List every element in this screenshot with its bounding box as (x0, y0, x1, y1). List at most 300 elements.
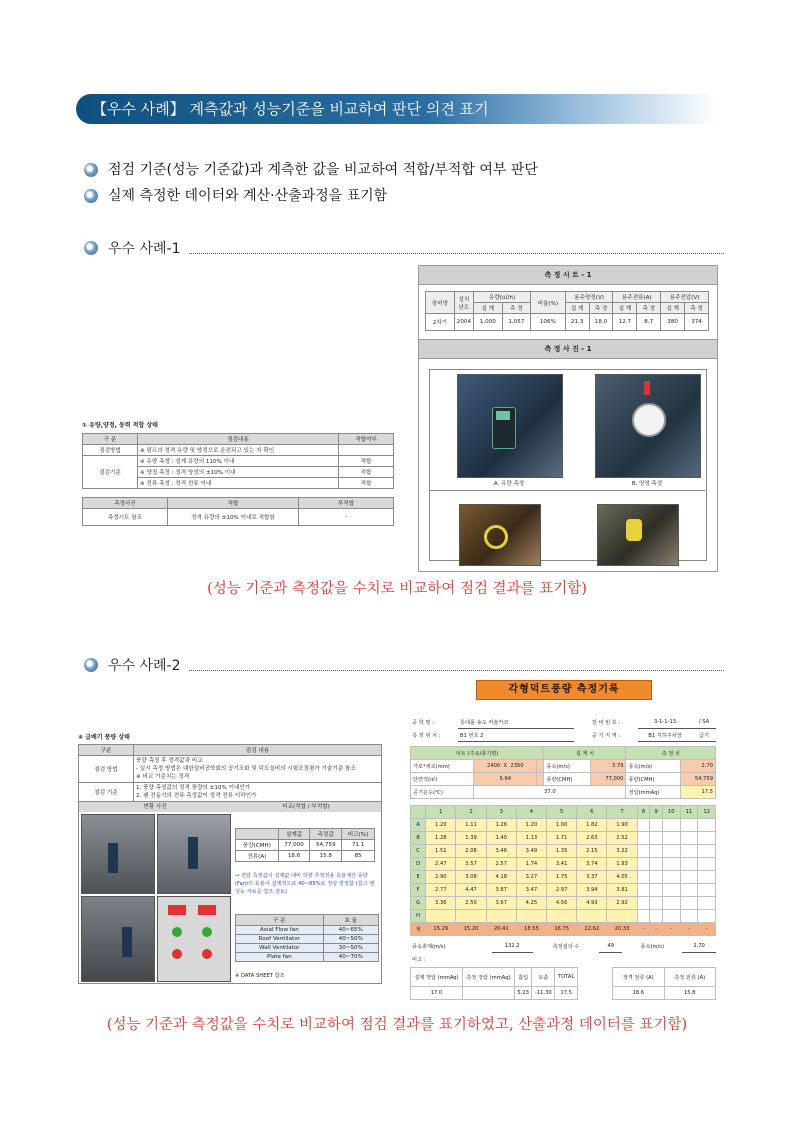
grid-cell (680, 832, 698, 845)
grid-cell: 1.28 (426, 832, 456, 845)
grid-cell: 16.75 (547, 923, 577, 936)
grid-row (411, 910, 716, 923)
control-panel-photo (157, 896, 231, 982)
sub-header: 설 계 (474, 303, 503, 314)
col-header: 용주전류(A) (613, 292, 661, 303)
grid-cell: 1.93 (607, 858, 637, 871)
grid-cell (456, 910, 486, 923)
grid-cell: 4.93 (577, 897, 607, 910)
grid-col-header: 6 (577, 806, 607, 819)
col-header: 용주양정(V) (565, 292, 613, 303)
grid-cell: 3.27 (516, 871, 546, 884)
grid-col-header: 4 (516, 806, 546, 819)
bullet-icon (84, 241, 98, 255)
value: 2.70 (682, 940, 716, 953)
col-header (236, 829, 279, 840)
grid-cell (637, 819, 650, 832)
cell: Axial Flow fan (236, 926, 324, 935)
grid-cell: 3.67 (486, 897, 516, 910)
cell: 17.0 (411, 987, 463, 1000)
grid-cell (698, 910, 716, 923)
grid-cell: 20.41 (486, 923, 516, 936)
checklist-title: ④ 급배기 풍량 상태 (78, 734, 130, 741)
cell: 40~65% (323, 926, 378, 935)
caption-case2: (성능 기준과 측정값을 수치로 비교하여 점검 결과를 표기하였고, 산출과정 데이터를 표기함) (106, 1017, 688, 1033)
value: 롯데몰 송도 커슐카코 (458, 716, 574, 729)
grid-cell (698, 845, 716, 858)
grid-cell: 2.92 (607, 897, 637, 910)
grid-row (411, 858, 716, 871)
cell: 380 (661, 314, 685, 331)
grid-col-header: 2 (456, 806, 486, 819)
grid-cell (680, 858, 698, 871)
cell: 21.3 (565, 314, 589, 331)
grid-cell: 3.74 (577, 858, 607, 871)
col-header: 설계값 (278, 829, 310, 840)
col-header: 비고(%) (342, 829, 375, 840)
grid-cell: 2.63 (577, 832, 607, 845)
section-header: 설 계 치 (544, 747, 626, 760)
cell: 374 (685, 314, 709, 331)
col-header: 구분 (79, 745, 134, 756)
grid-cell: 20.33 (607, 923, 637, 936)
grid-cell (637, 871, 650, 884)
section-header: 덕트 (주요/풍기편) (411, 747, 544, 760)
cell: 77,000 (278, 840, 310, 851)
label: 공기온도(℃) (411, 786, 474, 799)
cell: 18.6 (278, 851, 310, 862)
bullet-text: 점검 기준(성능 기준값)과 계측한 값을 비교하여 적합/부적합 여부 판단 (108, 162, 538, 178)
grid-cell (637, 910, 650, 923)
grid-cell: 3.94 (577, 884, 607, 897)
label: 풍량(CMH) (626, 773, 680, 786)
duct-summary-table (410, 746, 716, 799)
grid-col-header: 5 (547, 806, 577, 819)
judgement-note: → 전압 측정값이 설계값 대비 하향 추정적용 효율계산 풍량(Fan)의 효율이 설계적으로 40~85%로 정상 결정함 (참고 팬 성능 자료를 참조 검토) (235, 873, 375, 895)
sub-header: 측 정 (685, 303, 709, 314)
cell: 18.0 (589, 314, 613, 331)
value: B1 번호 2 (458, 729, 574, 742)
grid-cell (486, 910, 516, 923)
result-table (82, 497, 394, 526)
cell: Plate fan (236, 953, 324, 962)
grid-col-header: 8 (637, 806, 650, 819)
fan-note: ※ DATA SHEET 참조 (235, 973, 285, 979)
grid-cell: 3.87 (486, 884, 516, 897)
bullet-text: 실제 측정한 데이터와 계산·산출과정을 표기함 (108, 188, 388, 204)
cell: Wall Ventilator (236, 944, 324, 953)
times-sign: X (503, 763, 508, 769)
label: 풍속(m/s) (626, 760, 680, 773)
sub-header: 설 계 (661, 303, 685, 314)
grid-cell (637, 832, 650, 845)
fan-efficiency-table (235, 914, 379, 962)
label: 측정점의 수 (552, 943, 580, 950)
site-photo (81, 814, 155, 894)
grid-cell: 1.71 (547, 832, 577, 845)
section-banner: 【우수 사례】 계측값과 성능기준을 비교하여 판단 의견 표기 (76, 94, 716, 124)
grid-cell (650, 832, 663, 845)
sub-header: 측 정 (637, 303, 661, 314)
grid-row-label: E (411, 871, 426, 884)
grid-cell (698, 884, 716, 897)
grid-cell (662, 819, 680, 832)
col-header: 흡입 (514, 968, 531, 987)
grid-row (411, 845, 716, 858)
grid-col-header (411, 806, 426, 819)
col-header: 측정값 (310, 829, 342, 840)
grid-row-label: D (411, 858, 426, 871)
grid-cell: 1.26 (486, 819, 516, 832)
grid-cell: 3.22 (607, 845, 637, 858)
grid-cell: 3.37 (577, 871, 607, 884)
sub-header: 설 계 (565, 303, 589, 314)
cell: 1,057 (502, 314, 531, 331)
grid-cell: 15.29 (426, 923, 456, 936)
cell: 15.8 (310, 851, 342, 862)
method-line: ※ 비교 기준치는 정격 (136, 774, 190, 780)
grid-cell (662, 910, 680, 923)
grid-cell (698, 832, 716, 845)
grid-cell: 22.62 (577, 923, 607, 936)
label: 측 정 위 치 : (412, 732, 441, 739)
grid-cell (650, 819, 663, 832)
cell: 풍량(CMH) (236, 840, 279, 851)
photo-compare-panel (78, 802, 382, 984)
grid-cell: - (680, 923, 698, 936)
cell: 54,759 (310, 840, 342, 851)
compare-table (235, 828, 375, 862)
grid-row-label: 계 (411, 923, 426, 936)
label: 풍속(m/s) (544, 760, 591, 773)
label: 가로*세로(mm) (411, 760, 474, 773)
sheet-title: 측 정 시 트 - 1 (419, 266, 717, 285)
col-header: 효 율 (323, 915, 378, 926)
grid-cell (680, 884, 698, 897)
cell: 5.64 (474, 773, 537, 786)
cell: 40~70% (323, 953, 378, 962)
grid-row (411, 871, 716, 884)
cell: 적합 (339, 467, 394, 478)
grid-cell: 2.47 (426, 858, 456, 871)
col-header: 용주전압(V) (661, 292, 709, 303)
cell: 54,759 (680, 773, 715, 786)
grid-cell (698, 858, 716, 871)
pressure-table (410, 967, 578, 1000)
grid-cell: 2.90 (426, 871, 456, 884)
grid-cell (680, 871, 698, 884)
case2-title: 우수 사례-2 (108, 658, 181, 674)
col-header: 적합 (168, 498, 299, 509)
label: 공 학 명 : (412, 719, 434, 726)
col-header: 구 분 (83, 434, 138, 445)
grid-cell (607, 910, 637, 923)
col-header: 적합여부 (339, 434, 394, 445)
cell (339, 445, 394, 456)
grid-cell (650, 897, 663, 910)
grid-cell (426, 910, 456, 923)
grid-row-label: A (411, 819, 426, 832)
grid-cell: 3.49 (516, 845, 546, 858)
grid-cell: - (698, 923, 716, 936)
grid-cell: 3.36 (426, 897, 456, 910)
grid-row-label: F (411, 884, 426, 897)
grid-cell: 1.39 (456, 832, 486, 845)
col-header: 측정사진 (83, 498, 168, 509)
col-header: 점검내용 (138, 434, 339, 445)
cell: 적합 (339, 478, 394, 489)
sub-header: 측 정 (589, 303, 613, 314)
grid-cell: 1.13 (516, 832, 546, 845)
method-line: - 실시 측정 방법은 대한설비공학회의 공기조화 및 덕트설비의 시험조정평가 기술기준 참조 (136, 766, 356, 772)
grid-cell: 3.81 (607, 884, 637, 897)
cell: ※ 펌프의 정격 유량 및 양정으로 운전되고 있는 지 확인 (138, 445, 339, 456)
cell: ※ 전류 측정 : 정격 전류 이내 (138, 478, 339, 489)
col-header: 비교(적합 / 부적합) (231, 802, 381, 812)
grid-cell (637, 845, 650, 858)
cell: ※ 양정 측정 : 정격 양정의 ±10% 이내 (138, 467, 339, 478)
grid-col-header: 9 (650, 806, 663, 819)
grid-cell (698, 897, 716, 910)
checklist-table (82, 433, 394, 489)
bullet-icon (84, 658, 98, 672)
grid-cell: 1.00 (547, 819, 577, 832)
cell: 점검 기준 (79, 783, 134, 802)
grid-cell: 1.20 (516, 819, 546, 832)
col-header: 부적합 (299, 498, 394, 509)
label: 정압(mmAq) (626, 786, 680, 799)
label: 풍량(CMH) (544, 773, 591, 786)
duct-header-table (410, 716, 716, 742)
label: 공 기 지 역 : (591, 732, 621, 739)
value: / SA (692, 716, 716, 729)
cell: 17.5 (680, 786, 715, 799)
grid-cell: 3.47 (516, 884, 546, 897)
criteria-line: 1. 풍량 측정값의 정격 풍량의 ±10% 이내인가 (136, 785, 251, 791)
checklist-title: ① 유량,양정, 동력 적합 상태 (82, 422, 158, 429)
col-header: 설치년도 (454, 292, 473, 314)
grid-cell (577, 910, 607, 923)
grid-cell: 1.40 (486, 832, 516, 845)
method-line: 풍량 측정 후 정격값과 비교 (136, 758, 203, 764)
grid-cell (650, 858, 663, 871)
cell: 전류(A) (236, 851, 279, 862)
grid-cell (662, 858, 680, 871)
value: 49 (599, 940, 622, 953)
grid-cell (662, 832, 680, 845)
cell: 12.7 (613, 314, 637, 331)
criteria-line: 2. 팬 전동기의 전류 측정값이 정격 전류 이하인가 (136, 793, 257, 799)
remark-label: 비고 : (412, 956, 426, 963)
cell: 17.5 (555, 987, 578, 1000)
grid-cell: 4.05 (607, 871, 637, 884)
col-header: 측정 전류 (A) (664, 968, 716, 987)
col-header: 설계 정압 (mmAq) (411, 968, 463, 987)
site-photo (157, 814, 231, 894)
grid-row-label: H (411, 910, 426, 923)
duct-record-sheet (410, 716, 716, 1000)
cell: 106% (531, 314, 566, 331)
grid-col-header: 7 (607, 806, 637, 819)
grid-cell (662, 884, 680, 897)
case2-heading (84, 655, 724, 675)
duct-total-table (410, 940, 716, 965)
grid-row (411, 819, 716, 832)
bullet-item (84, 186, 387, 206)
cell: 5.23 (514, 987, 531, 1000)
section-header: 측 정 치 (626, 747, 716, 760)
grid-row-label: B (411, 832, 426, 845)
grid-cell: 3.57 (456, 858, 486, 871)
width-value: 2400 (487, 763, 501, 769)
grid-cell (650, 845, 663, 858)
grid-cell: 1.35 (547, 845, 577, 858)
photo-caption: A. 유량 측정 (493, 481, 525, 487)
cell: 3.79 (591, 760, 626, 773)
value: B1 지하주차장 (638, 729, 692, 742)
cell: 40~50% (323, 935, 378, 944)
grid-row-label: G (411, 897, 426, 910)
cell: 85 (342, 851, 375, 862)
cell: 정격 유량의 ±10% 이내로 적합함 (168, 509, 299, 526)
cell: 1,000 (474, 314, 503, 331)
cell: 2.70 (680, 760, 715, 773)
cell (134, 783, 382, 802)
grid-cell (637, 858, 650, 871)
label: 단면적(㎡) (411, 773, 474, 786)
bullet-icon (84, 189, 98, 203)
grid-row (411, 832, 716, 845)
grid-cell: - (662, 923, 680, 936)
grid-cell: 1.11 (456, 819, 486, 832)
dotted-leader (189, 660, 724, 671)
grid-cell: 3.46 (486, 845, 516, 858)
grid-cell: 3.41 (547, 858, 577, 871)
grid-cell: 2.52 (607, 832, 637, 845)
photo-title: 측 정 사 진 - 1 (419, 339, 717, 359)
grid-cell: 4.47 (456, 884, 486, 897)
grid-cell: 1.82 (577, 819, 607, 832)
grid-cell (680, 910, 698, 923)
grid-cell: 1.75 (547, 871, 577, 884)
grid-cell (547, 910, 577, 923)
cell: 2차기 (426, 314, 455, 331)
sheet-table (425, 291, 709, 331)
grid-cell: 2.97 (547, 884, 577, 897)
grid-cell (650, 910, 663, 923)
cell: -11.30 (532, 987, 555, 1000)
grid-cell (680, 845, 698, 858)
velocity-grid-table (410, 805, 716, 936)
grid-cell: 15.20 (456, 923, 486, 936)
grid-cell: 1.51 (426, 845, 456, 858)
label: 풍속(m/s) (640, 943, 665, 950)
grid-cell: 2.08 (456, 845, 486, 858)
grid-cell (680, 897, 698, 910)
voltage-measurement-photo (597, 504, 679, 566)
col-header: 정격 전류 (A) (613, 968, 665, 987)
pressure-measurement-photo (595, 374, 701, 478)
grid-cell: 2.77 (426, 884, 456, 897)
grid-cell (698, 819, 716, 832)
case1-title: 우수 사례-1 (108, 241, 181, 257)
col-header: 구 분 (236, 915, 324, 926)
grid-cell (637, 884, 650, 897)
cell: 77,000 (591, 773, 626, 786)
grid-cell (662, 871, 680, 884)
cell: 15.8 (664, 987, 716, 1000)
cell: Roof Ventilator (236, 935, 324, 944)
cell: 18.6 (613, 987, 665, 1000)
grid-cell: 4.25 (516, 897, 546, 910)
caption-case1: (성능 기준과 측정값을 수치로 비교하여 점검 결과를 표기함) (207, 581, 587, 597)
grid-cell: 1.74 (516, 858, 546, 871)
cell: 71.1 (342, 840, 375, 851)
checklist-pump (82, 420, 394, 526)
grid-row (411, 884, 716, 897)
cell (537, 773, 544, 786)
cell: ※ 유량 측정 : 설계 유량의 110% 이내 (138, 456, 339, 467)
cell: 30~50% (323, 944, 378, 953)
grid-cell: - (650, 923, 663, 936)
value: 급기 (692, 729, 716, 742)
cell (474, 760, 537, 773)
cell: - (299, 509, 394, 526)
grid-cell: 4.18 (486, 871, 516, 884)
grid-cell: 4.56 (547, 897, 577, 910)
bullet-icon (84, 163, 98, 177)
grid-cell: 2.50 (456, 897, 486, 910)
grid-cell: 2.57 (486, 858, 516, 871)
cell: 적합 (339, 456, 394, 467)
checklist-table (78, 744, 382, 802)
col-header: 유량(㎥/h) (474, 292, 531, 303)
col-header: 현황 사진 (79, 802, 232, 812)
grid-cell (662, 845, 680, 858)
site-photo (81, 896, 155, 982)
cell: 점검 방법 (79, 756, 134, 783)
grid-cell: 1.20 (426, 819, 456, 832)
cell: 2004 (454, 314, 473, 331)
cell: 측정시트 참조 (83, 509, 168, 526)
grid-cell (662, 897, 680, 910)
cell: 37.0 (474, 786, 626, 799)
case1-heading (84, 238, 724, 258)
flow-measurement-photo (457, 374, 563, 478)
cell (537, 760, 544, 773)
height-value: 2350 (510, 763, 524, 769)
col-header: 측정 정압 (mmAq) (462, 968, 514, 987)
cell: 점검방법 (83, 445, 138, 456)
grid-col-header: 12 (698, 806, 716, 819)
label: 풍속총계(m/s) (412, 943, 446, 950)
value: 3-1-1-13 (638, 716, 692, 729)
grid-cell (516, 910, 546, 923)
grid-cell: 2.15 (577, 845, 607, 858)
sub-header: 설 계 (613, 303, 637, 314)
col-header: TOTAL (555, 968, 578, 987)
grid-cell: 18.55 (516, 923, 546, 936)
cell: 8.7 (637, 314, 661, 331)
label: 장 비 번 호 : (591, 719, 621, 726)
cell: 점검기준 (83, 456, 138, 489)
grid-row-label: C (411, 845, 426, 858)
grid-col-header: 10 (662, 806, 680, 819)
col-header: 장비명 (426, 292, 455, 314)
grid-cell: 1.90 (607, 819, 637, 832)
grid-cell (680, 819, 698, 832)
current-table (612, 967, 716, 1000)
